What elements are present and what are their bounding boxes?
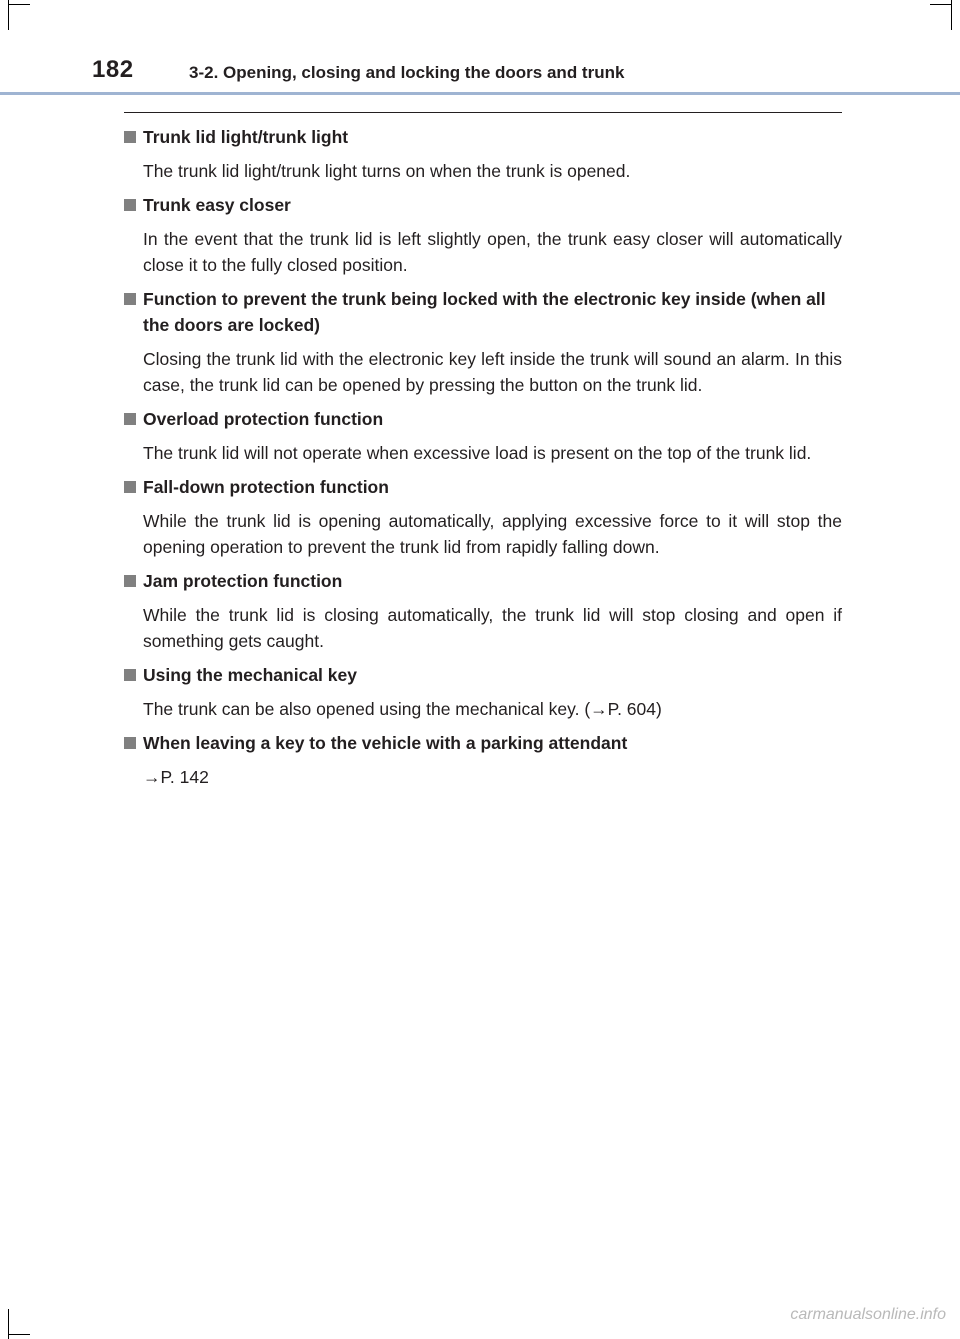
- item-heading: Trunk easy closer: [143, 195, 291, 215]
- watermark: carmanualsonline.info: [790, 1306, 946, 1323]
- item-parking-attendant: [124, 730, 842, 790]
- item-overload-protection: [124, 406, 842, 466]
- square-bullet-icon: [124, 737, 136, 749]
- item-fall-down-protection: [124, 474, 842, 560]
- item-heading: Using the mechanical key: [143, 665, 357, 685]
- section-title: 3-2. Opening, closing and locking the doors and trunk: [189, 63, 625, 82]
- item-body: While the trunk lid is opening automatically, applying excessive force to it will stop the opening operation to prevent the trunk lid from rapidly falling down.: [143, 511, 842, 557]
- header-rule: [0, 92, 960, 95]
- square-bullet-icon: [124, 131, 136, 143]
- item-mechanical-key: [124, 662, 842, 722]
- square-bullet-icon: [124, 199, 136, 211]
- square-bullet-icon: [124, 481, 136, 493]
- content: [124, 124, 842, 798]
- square-bullet-icon: [124, 293, 136, 305]
- square-bullet-icon: [124, 575, 136, 587]
- item-heading: Trunk lid light/trunk light: [143, 127, 349, 147]
- item-body: The trunk lid light/trunk light turns on when the trunk is opened.: [143, 161, 631, 181]
- item-body: Closing the trunk lid with the electronic key left inside the trunk will sound an alarm. In this case, the trunk lid can be opened by pressing the button on the trunk lid.: [143, 349, 842, 395]
- item-body: The trunk can be also opened using the mechanical key. (→P. 604): [143, 699, 662, 719]
- item-heading: When leaving a key to the vehicle with a parking attendant: [143, 733, 628, 753]
- item-heading: Fall-down protection function: [143, 477, 389, 497]
- crop-mark-bottom-left-h: [8, 1334, 30, 1335]
- item-heading: Overload protection function: [143, 409, 384, 429]
- item-body: →P. 142: [143, 767, 209, 787]
- item-trunk-lid-light: [124, 124, 842, 184]
- item-body: While the trunk lid is closing automatically, the trunk lid will stop closing and open if something gets caught.: [143, 605, 842, 651]
- item-trunk-easy-closer: [124, 192, 842, 278]
- square-bullet-icon: [124, 413, 136, 425]
- item-heading: Function to prevent the trunk being locked with the electronic key inside (when all the doors are locked): [143, 289, 826, 335]
- item-body: The trunk lid will not operate when excessive load is present on the top of the trunk lid.: [143, 443, 812, 463]
- crop-mark-top-right-h: [930, 4, 952, 5]
- item-heading: Jam protection function: [143, 571, 343, 591]
- item-body: In the event that the trunk lid is left slightly open, the trunk easy closer will automatically close it to the fully closed position.: [143, 229, 842, 275]
- page-number: 182: [92, 56, 134, 83]
- item-jam-protection: [124, 568, 842, 654]
- square-bullet-icon: [124, 669, 136, 681]
- content-rule: [124, 112, 842, 113]
- item-lock-prevention: [124, 286, 842, 398]
- crop-mark-top-left-h: [8, 4, 30, 5]
